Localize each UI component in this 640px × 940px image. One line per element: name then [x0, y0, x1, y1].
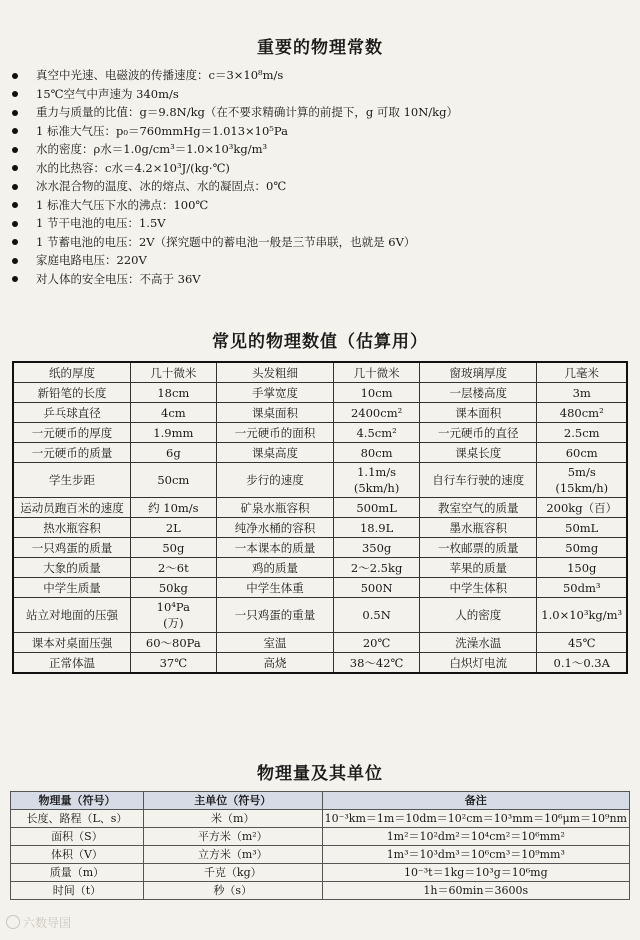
- table-cell: 秒（s）: [143, 882, 322, 900]
- table-row: [13, 653, 627, 674]
- table-cell: 中学生质量: [13, 578, 130, 598]
- table-cell: 课本面积: [420, 403, 537, 423]
- table-cell: 正常体温: [13, 653, 130, 674]
- table-row: [13, 578, 627, 598]
- table-cell: 米（m）: [143, 810, 322, 828]
- constant-item: 水的密度：ρ水＝1.0g/cm³＝1.0×10³kg/m³: [10, 140, 630, 159]
- table-cell: 手掌宽度: [216, 383, 333, 403]
- table-cell: 新铅笔的长度: [13, 383, 130, 403]
- table-cell: 矿泉水瓶容积: [216, 498, 333, 518]
- table-row: [11, 810, 630, 828]
- constant-item: 1 标准大气压下水的沸点：100℃: [10, 196, 630, 215]
- table-row: [11, 846, 630, 864]
- table-cell: 课桌高度: [216, 443, 333, 463]
- table-cell: 2.5cm: [537, 423, 627, 443]
- table-header-row: [11, 792, 630, 810]
- table-cell: 长度、路程（L、s）: [11, 810, 144, 828]
- watermark-logo-icon: [6, 915, 20, 929]
- table-cell: 洗澡水温: [420, 633, 537, 653]
- table-cell: 几毫米: [537, 362, 627, 383]
- table-cell: 课桌长度: [420, 443, 537, 463]
- table-cell: 室温: [216, 633, 333, 653]
- table-cell: 一元硬币的质量: [13, 443, 130, 463]
- constant-item: 家庭电路电压：220V: [10, 251, 630, 270]
- table-cell: 人的密度: [420, 598, 537, 633]
- table-row: [11, 882, 630, 900]
- table-row: [13, 598, 627, 633]
- table-cell: 10⁻³km＝1m＝10dm＝10²cm＝10³mm＝10⁶μm＝10⁹nm: [322, 810, 629, 828]
- constant-item: 15℃空气中声速为 340m/s: [10, 85, 630, 104]
- constant-item: 1 标准大气压：p₀＝760mmHg＝1.013×10⁵Pa: [10, 122, 630, 141]
- table-row: [11, 864, 630, 882]
- table-cell: 千克（kg）: [143, 864, 322, 882]
- table-cell: 50dm³: [537, 578, 627, 598]
- table-row: [13, 498, 627, 518]
- constants-list: [10, 66, 630, 288]
- table-cell: 0.1～0.3A: [537, 653, 627, 674]
- table-cell: 苹果的质量: [420, 558, 537, 578]
- constant-item: 重力与质量的比值：g＝9.8N/kg（在不要求精确计算的前提下，g 可取 10N/kg）: [10, 103, 630, 122]
- table-row: [13, 518, 627, 538]
- table-cell: 体积（V）: [11, 846, 144, 864]
- table-cell: 立方米（m³）: [143, 846, 322, 864]
- table-cell: 10⁴Pa (万): [130, 598, 216, 633]
- column-header: 主单位（符号）: [143, 792, 322, 810]
- table-cell: 1.9mm: [130, 423, 216, 443]
- units-table: [10, 791, 630, 900]
- table-row: [13, 383, 627, 403]
- table-cell: 1m³＝10³dm³＝10⁶cm³＝10⁹mm³: [322, 846, 629, 864]
- table-cell: 一本课本的质量: [216, 538, 333, 558]
- watermark: [6, 914, 71, 931]
- table-cell: 1m²＝10²dm²＝10⁴cm²＝10⁶mm²: [322, 828, 629, 846]
- table-cell: 中学生体重: [216, 578, 333, 598]
- table-row: [13, 362, 627, 383]
- table-cell: 运动员跑百米的速度: [13, 498, 130, 518]
- table-cell: 50g: [130, 538, 216, 558]
- table-row: [13, 403, 627, 423]
- table-cell: 一只鸡蛋的质量: [13, 538, 130, 558]
- table-cell: 纸的厚度: [13, 362, 130, 383]
- table-cell: 中学生体积: [420, 578, 537, 598]
- table-cell: 0.5N: [334, 598, 420, 633]
- constant-item: 对人体的安全电压：不高于 36V: [10, 270, 630, 289]
- table-cell: 几十微米: [130, 362, 216, 383]
- table-cell: 乒乓球直径: [13, 403, 130, 423]
- table-cell: 一元硬币的直径: [420, 423, 537, 443]
- table-cell: 2L: [130, 518, 216, 538]
- column-header: 物理量（符号）: [11, 792, 144, 810]
- table-row: [13, 423, 627, 443]
- table-cell: 课桌面积: [216, 403, 333, 423]
- table-cell: 白炽灯电流: [420, 653, 537, 674]
- table-cell: 窗玻璃厚度: [420, 362, 537, 383]
- table-cell: 墨水瓶容积: [420, 518, 537, 538]
- table-cell: 时间（t）: [11, 882, 144, 900]
- table-cell: 站立对地面的压强: [13, 598, 130, 633]
- table-cell: 10⁻³t＝1kg＝10³g＝10⁶mg: [322, 864, 629, 882]
- table-cell: 480cm²: [537, 403, 627, 423]
- table-cell: 10cm: [334, 383, 420, 403]
- table-cell: 4cm: [130, 403, 216, 423]
- table-cell: 平方米（m²）: [143, 828, 322, 846]
- table-cell: 1.0×10³kg/m³: [537, 598, 627, 633]
- table-cell: 18.9L: [334, 518, 420, 538]
- table-cell: 自行车行驶的速度: [420, 463, 537, 498]
- table-cell: 80cm: [334, 443, 420, 463]
- table-row: [13, 633, 627, 653]
- table-cell: 50cm: [130, 463, 216, 498]
- table-cell: 20℃: [334, 633, 420, 653]
- watermark-text: 六数导国: [23, 916, 72, 930]
- table-cell: 一层楼高度: [420, 383, 537, 403]
- table-cell: 一只鸡蛋的重量: [216, 598, 333, 633]
- table-cell: 一元硬币的面积: [216, 423, 333, 443]
- table-row: [11, 828, 630, 846]
- table-cell: 60～80Pa: [130, 633, 216, 653]
- table-cell: 500mL: [334, 498, 420, 518]
- table-cell: 60cm: [537, 443, 627, 463]
- table-cell: 教室空气的质量: [420, 498, 537, 518]
- table-cell: 约 10m/s: [130, 498, 216, 518]
- values-table: [12, 361, 628, 674]
- table-cell: 2400cm²: [334, 403, 420, 423]
- table-cell: 37℃: [130, 653, 216, 674]
- table-cell: 50mg: [537, 538, 627, 558]
- table-cell: 38～42℃: [334, 653, 420, 674]
- table-cell: 热水瓶容积: [13, 518, 130, 538]
- table-cell: 500N: [334, 578, 420, 598]
- table-cell: 3m: [537, 383, 627, 403]
- constants-title: 重要的物理常数: [257, 38, 383, 58]
- table-cell: 一元硬币的厚度: [13, 423, 130, 443]
- table-cell: 高烧: [216, 653, 333, 674]
- table-cell: 4.5cm²: [334, 423, 420, 443]
- table-row: [13, 538, 627, 558]
- table-cell: 1h＝60min＝3600s: [322, 882, 629, 900]
- table-cell: 头发粗细: [216, 362, 333, 383]
- table-cell: 200kg（百）: [537, 498, 627, 518]
- table-cell: 350g: [334, 538, 420, 558]
- table-cell: 50mL: [537, 518, 627, 538]
- table-row: [13, 443, 627, 463]
- table-cell: 18cm: [130, 383, 216, 403]
- constant-item: 真空中光速、电磁波的传播速度：c＝3×10⁸m/s: [10, 66, 630, 85]
- table-cell: 6g: [130, 443, 216, 463]
- column-header: 备注: [322, 792, 629, 810]
- table-row: [13, 463, 627, 498]
- table-row: [13, 558, 627, 578]
- table-cell: 课本对桌面压强: [13, 633, 130, 653]
- table-cell: 50kg: [130, 578, 216, 598]
- table-cell: 5m/s (15km/h): [537, 463, 627, 498]
- table-cell: 2～6t: [130, 558, 216, 578]
- table-cell: 1.1m/s (5km/h): [334, 463, 420, 498]
- constant-item: 1 节干电池的电压：1.5V: [10, 214, 630, 233]
- table-cell: 质量（m）: [11, 864, 144, 882]
- table-cell: 步行的速度: [216, 463, 333, 498]
- table-cell: 面积（S）: [11, 828, 144, 846]
- table-cell: 大象的质量: [13, 558, 130, 578]
- table-cell: 45℃: [537, 633, 627, 653]
- table-cell: 几十微米: [334, 362, 420, 383]
- constant-item: 水的比热容：c水＝4.2×10³J/(kg·℃): [10, 159, 630, 178]
- table-cell: 一枚邮票的质量: [420, 538, 537, 558]
- table-cell: 学生步距: [13, 463, 130, 498]
- values-title: 常见的物理数值（估算用）: [212, 332, 428, 352]
- table-cell: 鸡的质量: [216, 558, 333, 578]
- table-cell: 纯净水桶的容积: [216, 518, 333, 538]
- table-cell: 150g: [537, 558, 627, 578]
- units-title: 物理量及其单位: [257, 764, 383, 784]
- constant-item: 1 节蓄电池的电压：2V（探究题中的蓄电池一般是三节串联，也就是 6V）: [10, 233, 630, 252]
- constant-item: 冰水混合物的温度、冰的熔点、水的凝固点：0℃: [10, 177, 630, 196]
- table-cell: 2～2.5kg: [334, 558, 420, 578]
